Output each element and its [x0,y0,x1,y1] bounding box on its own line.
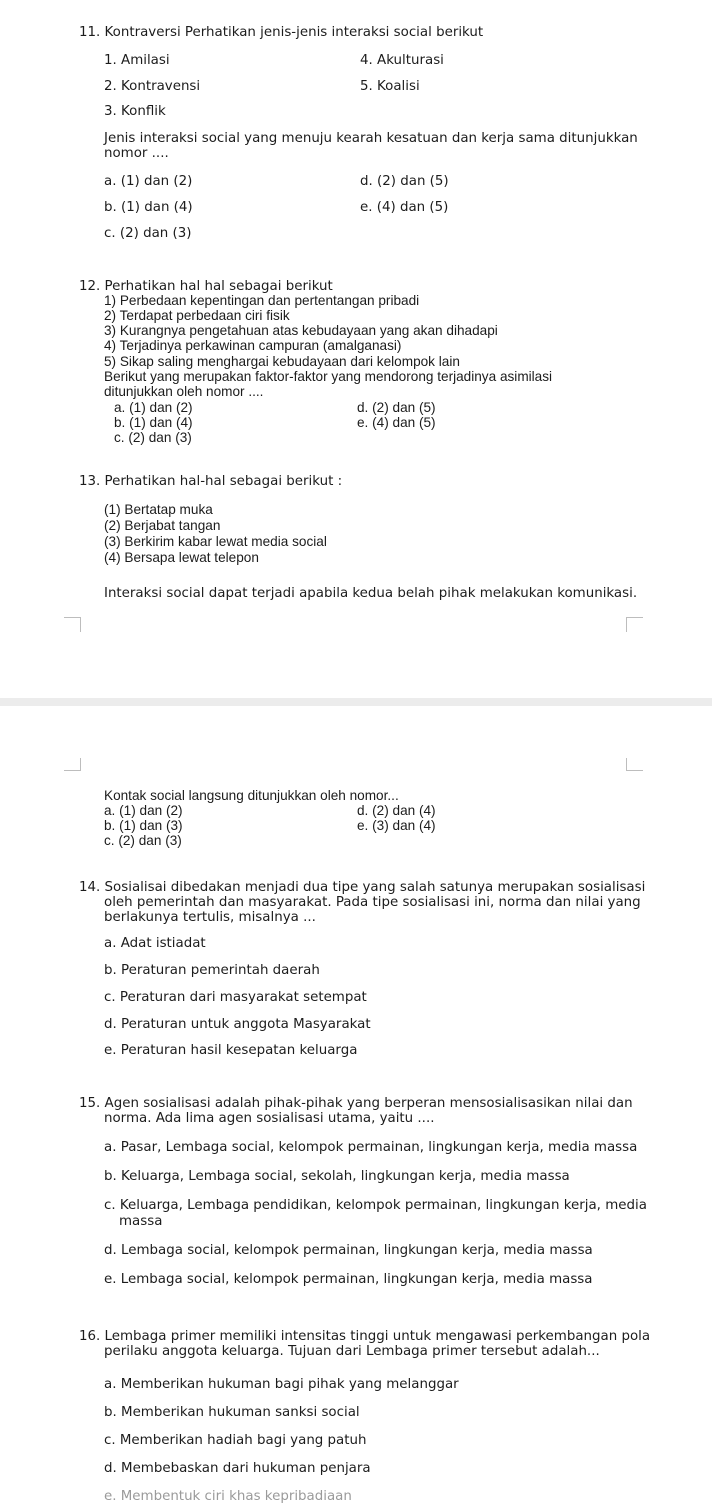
crop-mark-bottom-left [64,758,81,771]
q11-option-b: b. (1) dan (4) [104,200,193,215]
q12-item-3: 3) Kurangnya pengetahuan atas kebudayaan yang akan dihadapi [104,323,498,338]
q11-option-d: d. (2) dan (5) [360,174,449,189]
q13-option-e: e. (3) dan (4) [357,818,436,833]
q12-item-4: 4) Terjadinya perkawinan campuran (amalganasi) [104,338,402,353]
q12-option-e: e. (4) dan (5) [357,415,436,430]
q14-option-d: d. Peraturan untuk anggota Masyarakat [104,1017,371,1032]
q13-item-4: (4) Bersapa lewat telepon [104,550,259,565]
q11-item-2: 2. Kontravensi [104,79,201,94]
q11-option-c: c. (2) dan (3) [104,226,192,241]
q16-option-c: c. Memberikan hadiah bagi yang patuh [104,1433,367,1448]
q12-item-5: 5) Sikap saling menghargai kebudayaan dari kelompok lain [104,354,460,369]
q14-option-b: b. Peraturan pemerintah daerah [104,963,320,978]
q13-item-1: (1) Bertatap muka [104,502,213,517]
q15-option-c-continued: massa [119,1214,163,1229]
q11-item-4: 4. Akulturasi [360,53,444,68]
q14-stem-line-2: oleh pemerintah dan masyarakat. Pada tipe sosialisasi ini, norma dan nilai yang [104,895,641,910]
q11-option-e: e. (4) dan (5) [360,200,449,215]
q16-stem-line-2: perilaku anggota keluarga. Tujuan dari Lembaga primer tersebut adalah... [104,1344,600,1359]
q15-stem-line-1: 15. Agen sosialisasi adalah pihak-pihak yang berperan mensosialisasikan nilai dan [79,1096,633,1111]
q14-stem-line-3: berlakunya tertulis, misalnya ... [104,910,316,925]
q12-question-line-1: Berikut yang merupakan faktor-faktor yang mendorong terjadinya asimilasi [104,369,553,384]
q11-option-a: a. (1) dan (2) [104,174,193,189]
q16-option-d: d. Membebaskan dari hukuman penjara [104,1461,371,1476]
q12-item-2: 2) Terdapat perbedaan ciri fisik [104,308,290,323]
crop-mark-bottom-right [626,758,643,771]
q12-item-1: 1) Perbedaan kepentingan dan pertentangan pribadi [104,293,420,308]
q11-question-line-2: nomor .... [104,146,169,161]
q12-option-c: c. (2) dan (3) [114,430,192,445]
q13-note: Interaksi social dapat terjadi apabila kedua belah pihak melakukan komunikasi. [104,586,638,601]
q15-stem-line-2: norma. Ada lima agen sosialisasi utama, yaitu .... [104,1111,435,1126]
q16-option-a: a. Memberikan hukuman bagi pihak yang melanggar [104,1377,459,1392]
q13-option-d: d. (2) dan (4) [357,803,436,818]
q11-stem: 11. Kontraversi Perhatikan jenis-jenis interaksi social berikut [79,25,484,40]
q13-question: Kontak social langsung ditunjukkan oleh nomor... [104,788,399,803]
q15-option-d: d. Lembaga social, kelompok permainan, lingkungan kerja, media massa [104,1243,593,1258]
q14-option-a: a. Adat istiadat [104,936,206,951]
q14-stem-line-1: 14. Sosialisai dibedakan menjadi dua tipe yang salah satunya merupakan sosialisasi [79,880,646,895]
q15-option-c: c. Keluarga, Lembaga pendidikan, kelompok permainan, lingkungan kerja, media [104,1198,647,1213]
q11-item-3: 3. Konflik [104,104,166,119]
q12-option-a: a. (1) dan (2) [114,400,193,415]
crop-mark-top-right [626,617,643,632]
crop-mark-top-left [64,617,81,632]
q14-option-e: e. Peraturan hasil kesepatan keluarga [104,1043,358,1058]
q14-option-c: c. Peraturan dari masyarakat setempat [104,990,367,1005]
q15-option-e: e. Lembaga social, kelompok permainan, lingkungan kerja, media massa [104,1272,593,1287]
q11-question-line-1: Jenis interaksi social yang menuju kearah kesatuan dan kerja sama ditunjukkan [104,131,638,146]
q12-option-b: b. (1) dan (4) [114,415,193,430]
q12-option-d: d. (2) dan (5) [357,400,436,415]
q12-question-line-2: ditunjukkan oleh nomor .... [104,384,264,399]
page-break-divider [0,698,712,706]
q16-option-b: b. Memberikan hukuman sanksi social [104,1405,360,1420]
q12-stem: 12. Perhatikan hal hal sebagai berikut [79,279,333,294]
q13-option-b: b. (1) dan (3) [104,818,183,833]
q11-item-5: 5. Koalisi [360,79,420,94]
q13-option-c: c. (2) dan (3) [104,833,182,848]
q16-stem-line-1: 16. Lembaga primer memiliki intensitas tinggi untuk mengawasi perkembangan pola [79,1329,651,1344]
q13-option-a: a. (1) dan (2) [104,803,183,818]
q13-item-2: (2) Berjabat tangan [104,518,221,533]
q16-option-e: e. Membentuk ciri khas kepribadiaan [104,1489,352,1504]
q13-item-3: (3) Berkirim kabar lewat media social [104,534,327,549]
q15-option-a: a. Pasar, Lembaga social, kelompok permainan, lingkungan kerja, media massa [104,1140,638,1155]
q11-item-1: 1. Amilasi [104,53,170,68]
q15-option-b: b. Keluarga, Lembaga social, sekolah, lingkungan kerja, media massa [104,1169,570,1184]
q13-stem: 13. Perhatikan hal-hal sebagai berikut : [79,474,343,489]
